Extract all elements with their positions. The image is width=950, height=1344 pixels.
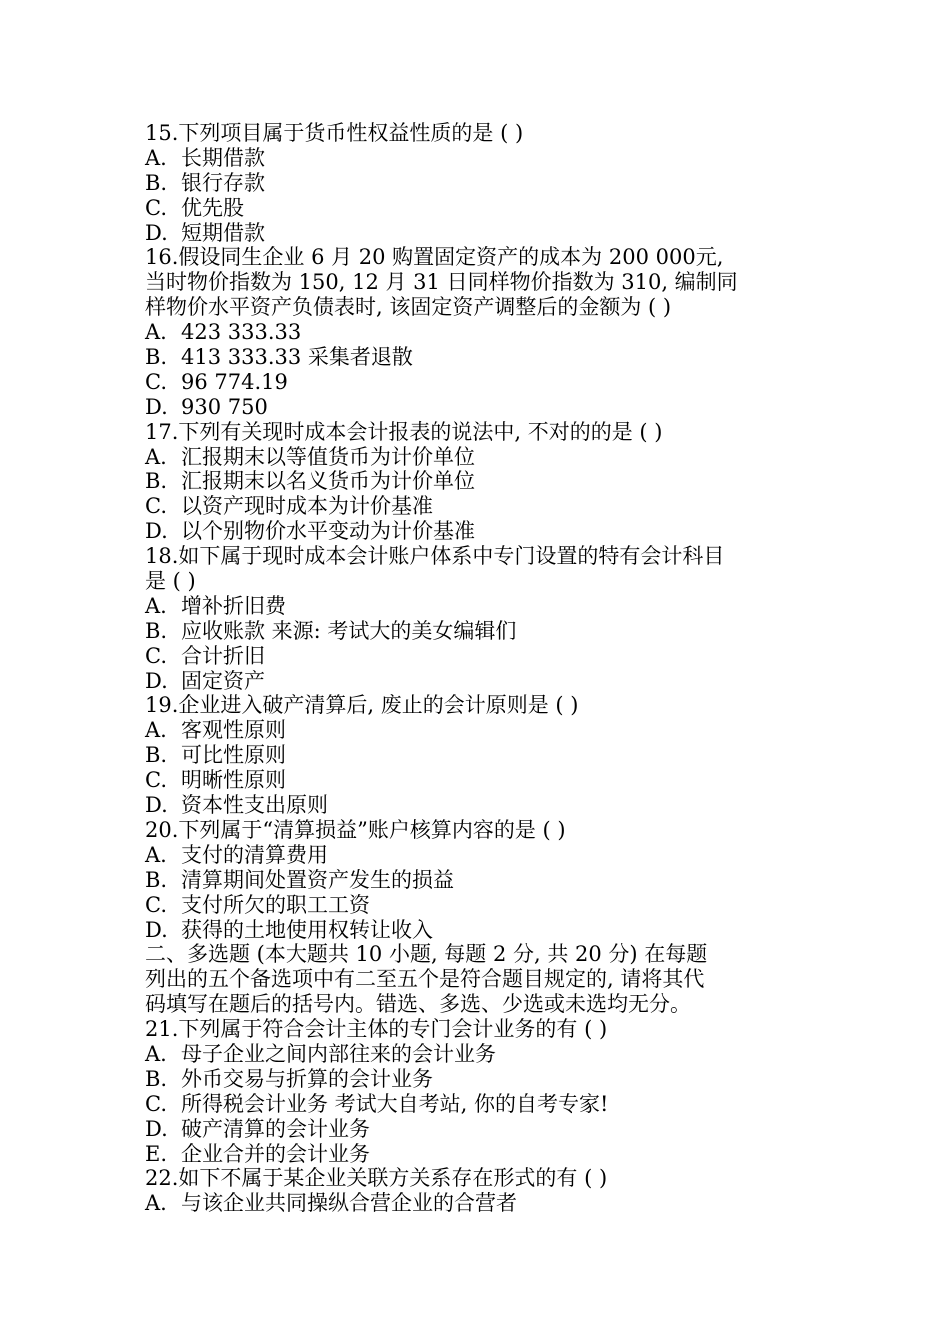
option-text: 合计折旧	[181, 643, 265, 668]
option-text: 破产清算的会计业务	[181, 1116, 370, 1141]
option-line	[145, 221, 825, 246]
option-text: 长期借款	[181, 145, 265, 170]
option-letter: D.	[145, 1116, 168, 1141]
option-text: 获得的土地使用权转让收入	[181, 917, 433, 942]
option-text: 与该企业共同操纵合营企业的合营者	[181, 1191, 517, 1216]
option-line	[145, 320, 825, 345]
option-text: 客观性原则	[181, 718, 286, 743]
option-line	[145, 395, 825, 420]
option-text: 汇报期末以等值货币为计价单位	[181, 444, 475, 469]
option-text: 支付的清算费用	[181, 842, 328, 867]
option-text: 增补折旧费	[181, 593, 286, 618]
option-letter: A.	[145, 718, 167, 743]
option-letter: D.	[145, 519, 168, 544]
option-letter: B.	[145, 1066, 168, 1091]
option-letter: D.	[145, 220, 168, 245]
question-stem-line: 16.假设同生企业 6 月 20 购置固定资产的成本为 200 000元,	[145, 245, 724, 270]
option-line	[145, 370, 825, 395]
option-line	[145, 718, 825, 743]
option-letter: C.	[145, 369, 167, 394]
document-page	[145, 121, 825, 1216]
question-stem-line: 19.企业进入破产清算后, 废止的会计原则是 ( )	[145, 693, 579, 718]
question-stem-line: 是 ( )	[145, 569, 196, 594]
option-letter: C.	[145, 643, 167, 668]
option-line	[145, 644, 825, 669]
option-text: 423 333.33	[181, 320, 302, 345]
option-line	[145, 793, 825, 818]
option-line	[145, 519, 825, 544]
option-letter: A.	[145, 1041, 167, 1066]
option-letter: B.	[145, 618, 168, 643]
option-line	[145, 843, 825, 868]
question-stem-line: 17.下列有关现时成本会计报表的说法中, 不对的的是 ( )	[145, 419, 663, 444]
option-line	[145, 918, 825, 943]
option-letter: C.	[145, 1091, 167, 1116]
option-line	[145, 196, 825, 221]
option-line	[145, 345, 825, 370]
option-letter: A.	[145, 1191, 167, 1216]
option-line	[145, 619, 825, 644]
option-line	[145, 445, 825, 470]
option-letter: C.	[145, 195, 167, 220]
option-letter: C.	[145, 768, 167, 793]
option-text: 短期借款	[181, 220, 265, 245]
option-text: 资本性支出原则	[181, 793, 328, 818]
option-text: 银行存款	[181, 170, 265, 195]
option-text: 930 750	[181, 394, 268, 419]
question-stem-line: 当时物价指数为 150, 12 月 31 日同样物价指数为 310, 编制同	[145, 270, 738, 295]
option-line	[145, 1117, 825, 1142]
option-letter: B.	[145, 469, 168, 494]
option-letter: B.	[145, 867, 168, 892]
option-text: 外币交易与折算的会计业务	[181, 1066, 433, 1091]
option-text: 汇报期末以名义货币为计价单位	[181, 469, 475, 494]
question-stem-line: 21.下列属于符合会计主体的专门会计业务的有 ( )	[145, 1017, 608, 1042]
option-letter: A.	[145, 145, 167, 170]
option-line	[145, 1042, 825, 1067]
option-line	[145, 594, 825, 619]
option-text: 以个别物价水平变动为计价基准	[181, 519, 475, 544]
option-letter: D.	[145, 917, 168, 942]
option-letter: E.	[145, 1141, 168, 1166]
option-text: 企业合并的会计业务	[181, 1141, 370, 1166]
question-stem-line: 样物价水平资产负债表时, 该固定资产调整后的金额为 ( )	[145, 295, 672, 320]
option-letter: A.	[145, 593, 167, 618]
section-intro-line: 二、多选题 (本大题共 10 小题, 每题 2 分, 共 20 分) 在每题	[145, 942, 708, 967]
question-stem-line: 15.下列项目属于货币性权益性质的是 ( )	[145, 121, 524, 145]
option-text: 以资产现时成本为计价基准	[181, 494, 433, 519]
option-text: 明晰性原则	[181, 768, 286, 793]
option-line	[145, 1191, 825, 1216]
option-letter: B.	[145, 170, 168, 195]
option-letter: D.	[145, 394, 168, 419]
option-line	[145, 1067, 825, 1092]
option-line	[145, 494, 825, 519]
option-letter: D.	[145, 793, 168, 818]
option-letter: A.	[145, 444, 167, 469]
option-letter: D.	[145, 668, 168, 693]
option-text: 所得税会计业务 考试大自考站, 你的自考专家!	[181, 1091, 609, 1116]
question-stem-line: 22.如下不属于某企业关联方关系存在形式的有 ( )	[145, 1166, 608, 1191]
question-stem-line: 18.如下属于现时成本会计账户体系中专门设置的特有会计科目	[145, 544, 725, 569]
option-letter: C.	[145, 892, 167, 917]
option-text: 413 333.33 采集者退散	[181, 345, 413, 370]
section-intro-line: 码填写在题后的括号内。错选、多选、少选或未选均无分。	[145, 992, 691, 1017]
option-line	[145, 669, 825, 694]
option-line	[145, 469, 825, 494]
option-text: 支付所欠的职工工资	[181, 892, 370, 917]
option-letter: C.	[145, 494, 167, 519]
option-line	[145, 768, 825, 793]
option-letter: B.	[145, 345, 168, 370]
option-text: 优先股	[181, 195, 244, 220]
option-line	[145, 868, 825, 893]
option-text: 96 774.19	[181, 369, 288, 394]
question-stem-line: 20.下列属于“清算损益”账户核算内容的是 ( )	[145, 817, 566, 842]
option-line	[145, 171, 825, 196]
option-letter: A.	[145, 320, 167, 345]
option-letter: A.	[145, 842, 167, 867]
option-line	[145, 146, 825, 171]
option-text: 固定资产	[181, 668, 265, 693]
option-text: 母子企业之间内部往来的会计业务	[181, 1041, 496, 1066]
option-line	[145, 1092, 825, 1117]
option-line	[145, 893, 825, 918]
option-line	[145, 743, 825, 768]
option-text: 可比性原则	[181, 743, 286, 768]
option-line	[145, 1142, 825, 1167]
option-letter: B.	[145, 743, 168, 768]
section-intro-line: 列出的五个备选项中有二至五个是符合题目规定的, 请将其代	[145, 967, 705, 992]
option-text: 清算期间处置资产发生的损益	[181, 867, 454, 892]
option-text: 应收账款 来源: 考试大的美女编辑们	[181, 618, 517, 643]
